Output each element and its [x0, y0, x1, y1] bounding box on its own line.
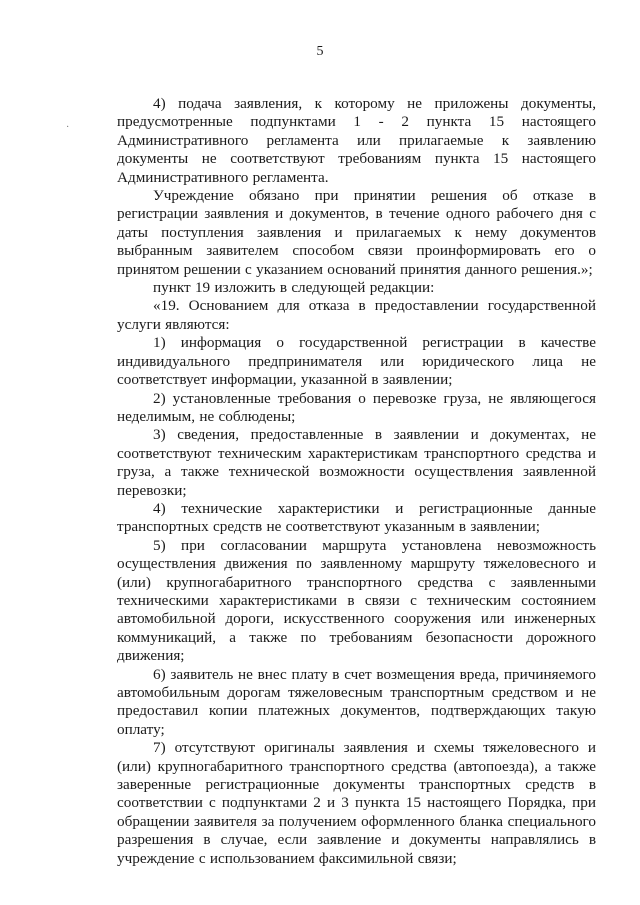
page-number: 5 [316, 44, 324, 59]
document-body [117, 95, 596, 868]
list-item-4: 4) технические характеристики и регистрационные данные транспортных средств не соответствуют указанным в заявлении; [117, 499, 596, 536]
list-item-5: 5) при согласовании маршрута установлена невозможность осуществления движения по заявленному маршруту тяжеловесного и (или) крупногабаритного транспортного средства с заявленными техническими характеристиками в связи с техническим состоянием автомобильной дороги, искусственного сооружения или инженерных коммуникаций, а также по требованиям безопасности дорожного движения; [117, 536, 596, 665]
list-item-6: 6) заявитель не внес плату в счет возмещения вреда, причиняемого автомобильным дорогам тяжеловесным транспортным средством и не предоставил копии платежных документов, подтверждающих такую оплату; [117, 665, 596, 738]
scan-mark: · [66, 122, 70, 133]
list-item-3: 3) сведения, предоставленные в заявлении и документах, не соответствуют техническим характеристикам транспортного средства и груза, а также технической возможности осуществления заявленной перевозки; [117, 426, 596, 499]
paragraph-item-4: 4) подача заявления, к которому не приложены документы, предусмотренные подпунктами 1 - 2 пункта 15 настоящего Административного регламента или прилагаемые к заявлению документы не соответствуют требованиям пункта 15 настоящего Административного регламента. [117, 95, 596, 186]
list-item-7: 7) отсутствуют оригиналы заявления и схемы тяжеловесного и (или) крупногабаритного транспортного средства (автопоезда), а также заверенные регистрационные документы транспортных средств в соответствии с подпунктами 2 и 3 пункта 15 настоящего Порядка, при обращении заявителя за получением оформленного бланка специального разрешения в случае, если заявление и документы направлялись в учреждение с использованием факсимильной связи; [117, 739, 596, 867]
paragraph-point-19-intro: пункт 19 изложить в следующей редакции: [153, 279, 435, 297]
paragraph-institution-obligation: Учреждение обязано при принятии решения об отказе в регистрации заявления и документов, в течение одного рабочего дня с даты поступления заявления и прилагаемых к нему документов выбранным заявителем способом связи проинформировать его о принятом решении с указанием оснований принятия данного решения.»; [117, 187, 596, 278]
list-item-2: 2) установленные требования о перевозке груза, не являющегося неделимым, не соблюдены; [117, 389, 596, 425]
list-item-1: 1) информация о государственной регистрации в качестве индивидуального предпринимателя или юридического лица не соответствует информации, указанной в заявлении; [117, 334, 596, 389]
paragraph-point-19-heading: «19. Основанием для отказа в предоставлении государственной услуги являются: [117, 297, 596, 333]
